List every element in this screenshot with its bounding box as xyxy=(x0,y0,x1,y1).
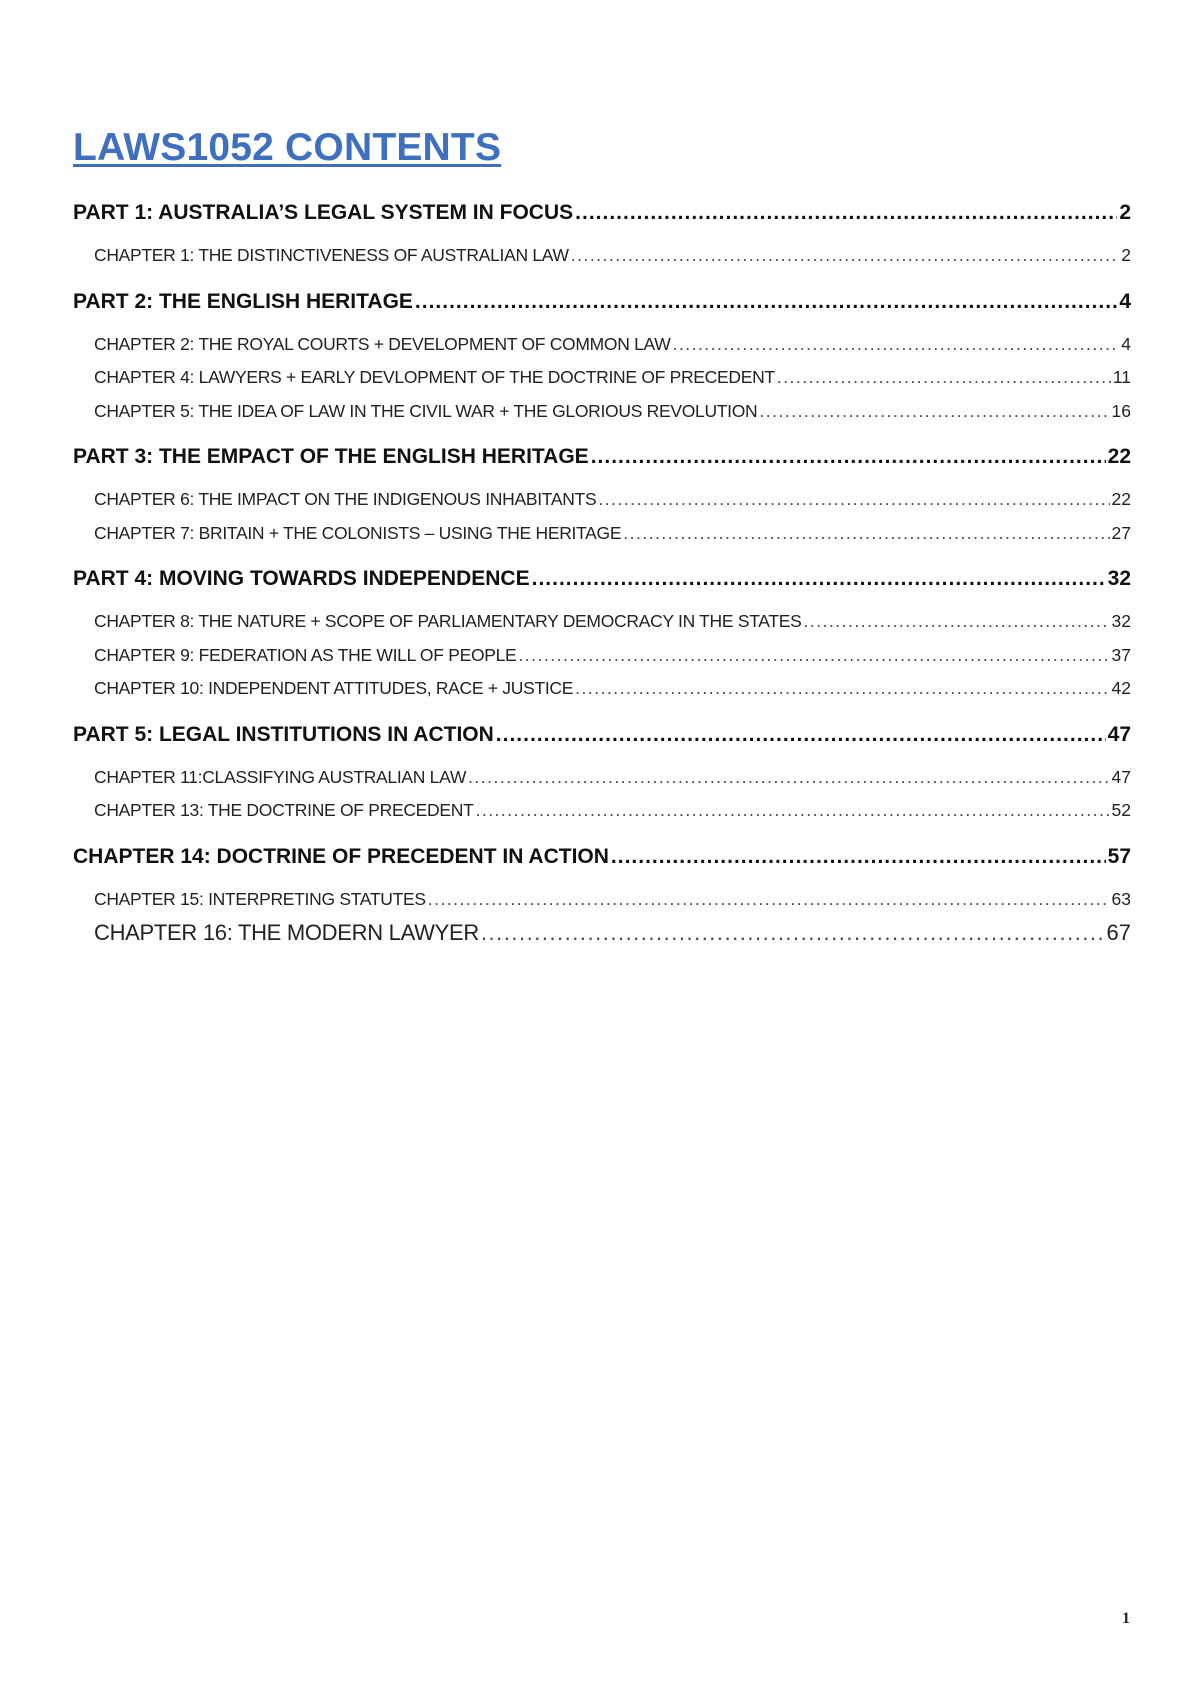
toc-chapter-label: CHAPTER 15: INTERPRETING STATUTES xyxy=(94,888,426,909)
toc-chapter-page-number: 11 xyxy=(1112,367,1131,387)
toc-chapter-page-number: 4 xyxy=(1121,333,1131,354)
dot-leader xyxy=(468,761,1109,795)
dot-leader xyxy=(804,605,1110,639)
toc-chapter-label: CHAPTER 7: BRITAIN + THE COLONISTS – USING THE HERITAGE xyxy=(94,522,622,543)
toc-chapter-entry[interactable] xyxy=(73,483,1131,517)
toc-chapter-label: CHAPTER 8: THE NATURE + SCOPE OF PARLIAMENTARY DEMOCRACY IN THE STATES xyxy=(94,611,802,631)
table-of-contents xyxy=(73,196,1131,962)
dot-leader xyxy=(611,840,1106,873)
toc-part-entry[interactable] xyxy=(73,285,1131,318)
toc-part-label: PART 5: LEGAL INSTITUTIONS IN ACTION xyxy=(73,722,494,746)
dot-leader xyxy=(475,794,1109,828)
toc-chapter-page-number: 42 xyxy=(1111,678,1131,698)
toc-chapter-entry[interactable] xyxy=(73,328,1131,362)
toc-chapter-label: CHAPTER 4: LAWYERS + EARLY DEVLOPMENT OF THE DOCTRINE OF PRECEDENT xyxy=(94,367,775,387)
dot-leader xyxy=(496,718,1106,751)
toc-part-page-number: 22 xyxy=(1107,445,1131,468)
toc-chapter-entry[interactable] xyxy=(73,239,1131,273)
toc-part-page-number: 47 xyxy=(1107,722,1131,746)
toc-part-entry[interactable] xyxy=(73,718,1131,751)
toc-part-entry[interactable] xyxy=(73,840,1131,873)
toc-chapter-page-number: 2 xyxy=(1121,245,1131,265)
toc-chapter-page-number: 22 xyxy=(1111,489,1131,509)
toc-chapter-label: CHAPTER 9: FEDERATION AS THE WILL OF PEOPLE xyxy=(94,644,517,665)
toc-chapter-label: CHAPTER 10: INDEPENDENT ATTITUDES, RACE + JUSTICE xyxy=(94,678,574,698)
toc-chapter-entry[interactable] xyxy=(73,517,1131,551)
toc-chapter-entry[interactable] xyxy=(73,794,1131,828)
toc-part-page-number: 2 xyxy=(1119,201,1131,224)
toc-part-label: PART 1: AUSTRALIA’S LEGAL SYSTEM IN FOCUS xyxy=(73,201,574,224)
toc-chapter-label: CHAPTER 2: THE ROYAL COURTS + DEVELOPMENT OF COMMON LAW xyxy=(94,333,671,354)
toc-chapter-entry[interactable] xyxy=(73,605,1131,639)
dot-leader xyxy=(591,440,1106,473)
toc-part-page-number: 4 xyxy=(1119,289,1131,313)
dot-leader xyxy=(673,328,1120,362)
toc-chapter-entry[interactable] xyxy=(73,672,1131,706)
dot-leader xyxy=(518,639,1109,673)
dot-leader xyxy=(532,562,1106,595)
dot-leader xyxy=(759,395,1109,429)
toc-part-label: PART 2: THE ENGLISH HERITAGE xyxy=(73,289,413,313)
toc-chapter-label: CHAPTER 1: THE DISTINCTIVENESS OF AUSTRALIAN LAW xyxy=(94,245,569,265)
toc-chapter-entry[interactable] xyxy=(73,883,1131,917)
toc-chapter-page-number: 27 xyxy=(1111,522,1131,543)
dot-leader xyxy=(598,483,1109,517)
toc-chapter-entry[interactable] xyxy=(73,639,1131,673)
dot-leader xyxy=(777,361,1111,395)
dot-leader xyxy=(428,883,1110,917)
page-number: 1 xyxy=(1122,1610,1130,1627)
dot-leader xyxy=(575,672,1109,706)
dot-leader xyxy=(571,239,1120,273)
toc-chapter-entry[interactable] xyxy=(73,916,1131,950)
toc-part-page-number: 57 xyxy=(1107,844,1131,868)
toc-part-entry[interactable] xyxy=(73,196,1131,229)
toc-part-entry[interactable] xyxy=(73,562,1131,595)
document-title: LAWS1052 CONTENTS xyxy=(73,126,502,169)
toc-chapter-page-number: 67 xyxy=(1106,920,1131,945)
toc-chapter-entry[interactable] xyxy=(73,361,1131,395)
toc-part-label: PART 3: THE EMPACT OF THE ENGLISH HERITAGE xyxy=(73,445,589,468)
toc-chapter-entry[interactable] xyxy=(73,395,1131,429)
dot-leader xyxy=(481,916,1105,950)
toc-chapter-label: CHAPTER 11:CLASSIFYING AUSTRALIAN LAW xyxy=(94,766,467,787)
dot-leader xyxy=(623,517,1109,551)
toc-chapter-page-number: 32 xyxy=(1111,611,1131,631)
toc-part-page-number: 32 xyxy=(1107,567,1131,590)
toc-part-label: CHAPTER 14: DOCTRINE OF PRECEDENT IN ACTION xyxy=(73,844,609,868)
dot-leader xyxy=(575,196,1117,229)
toc-part-entry[interactable] xyxy=(73,440,1131,473)
toc-chapter-label: CHAPTER 6: THE IMPACT ON THE INDIGENOUS INHABITANTS xyxy=(94,489,597,509)
toc-part-label: PART 4: MOVING TOWARDS INDEPENDENCE xyxy=(73,567,530,590)
toc-chapter-page-number: 52 xyxy=(1111,800,1131,820)
toc-chapter-entry[interactable] xyxy=(73,761,1131,795)
toc-chapter-page-number: 16 xyxy=(1111,400,1131,421)
toc-chapter-page-number: 63 xyxy=(1111,888,1131,909)
toc-chapter-label: CHAPTER 16: THE MODERN LAWYER xyxy=(94,920,479,945)
toc-chapter-page-number: 47 xyxy=(1111,766,1131,787)
dot-leader xyxy=(415,285,1117,318)
toc-chapter-label: CHAPTER 5: THE IDEA OF LAW IN THE CIVIL WAR + THE GLORIOUS REVOLUTION xyxy=(94,400,758,421)
toc-chapter-page-number: 37 xyxy=(1111,644,1131,665)
toc-chapter-label: CHAPTER 13: THE DOCTRINE OF PRECEDENT xyxy=(94,800,474,820)
